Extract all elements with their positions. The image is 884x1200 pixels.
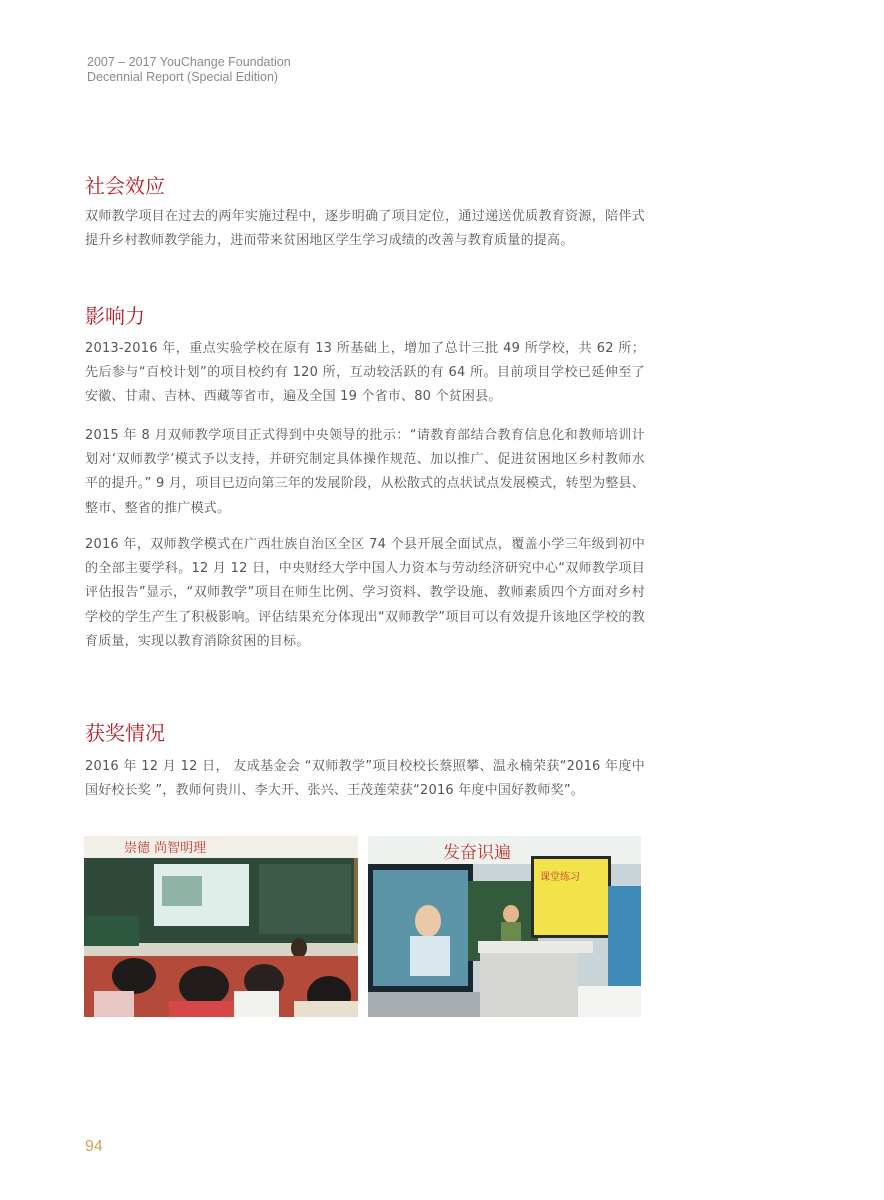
screen-text: 课堂练习	[540, 872, 580, 883]
header-line-2: Decennial Report (Special Edition)	[87, 70, 279, 84]
classroom-photo-left	[84, 836, 358, 1017]
section-title-influence: 影响力	[85, 304, 145, 328]
section-paragraph: 2016 年 12 月 12 日， 友成基金会 “双师教学”项目校校长蔡照攀、温永楠荣获“2016 年度中国好校长奖 ”，教师何贵川、李大开、张兴、王茂莲荣获“2016 年度中国好教师奖”。	[85, 759, 645, 799]
section-paragraph: 双师教学项目在过去的两年实施过程中，逐步明确了项目定位，通过递送优质教育资源，陪伴式提升乡村教师教学能力，进而带来贫困地区学生学习成绩的改善与教育质量的提高。	[85, 209, 645, 249]
section-paragraph: 2015 年 8 月双师教学项目正式得到中央领导的批示：“请教育部结合教育信息化和教师培训计划对‘双师教学’模式予以支持，并研究制定具体操作规范、加以推广、促进贫困地区乡村教师水平的提升。” 9 月，项目已迈向第三年的发展阶段，从松散式的点状试点发展模式，转型为整县、整市、整省的推广模式。	[85, 428, 645, 516]
section-paragraph: 2013-2016 年，重点实验学校在原有 13 所基础上，增加了总计三批 49 所学校，共 62 所；先后参与“百校计划”的项目校约有 120 所，互动较活跃的有 64 所。目前项目学校已延伸至了安徽、甘肃、吉林、西藏等省市，遍及全国 19 个省市、80 个贫困县。	[85, 341, 645, 405]
section-title-social-effect: 社会效应	[85, 174, 165, 198]
section-paragraph: 2016 年，双师教学模式在广西壮族自治区全区 74 个县开展全面试点，覆盖小学三年级到初中的全部主要学科。12 月 12 日，中央财经大学中国人力资本与劳动经济研究中心“双师教学项目评估报告”显示，“双师教学”项目在师生比例、学习资料、教学设施、教师素质四个方面对乡村学校的学生产生了积极影响。评估结果充分体现出“双师教学”项目可以有效提升该地区学校的教育质量，实现以教育消除贫困的目标。	[85, 537, 645, 649]
page-number: 94	[85, 1138, 103, 1155]
banner-text-right: 发奋识遍	[443, 843, 511, 863]
header-line-1: 2007 – 2017 YouChange Foundation	[87, 55, 291, 69]
section-title-awards: 获奖情况	[85, 721, 165, 745]
running-header	[87, 55, 291, 85]
banner-text-left: 崇德 尚智明理	[124, 841, 207, 856]
classroom-photo-right	[368, 836, 641, 1017]
